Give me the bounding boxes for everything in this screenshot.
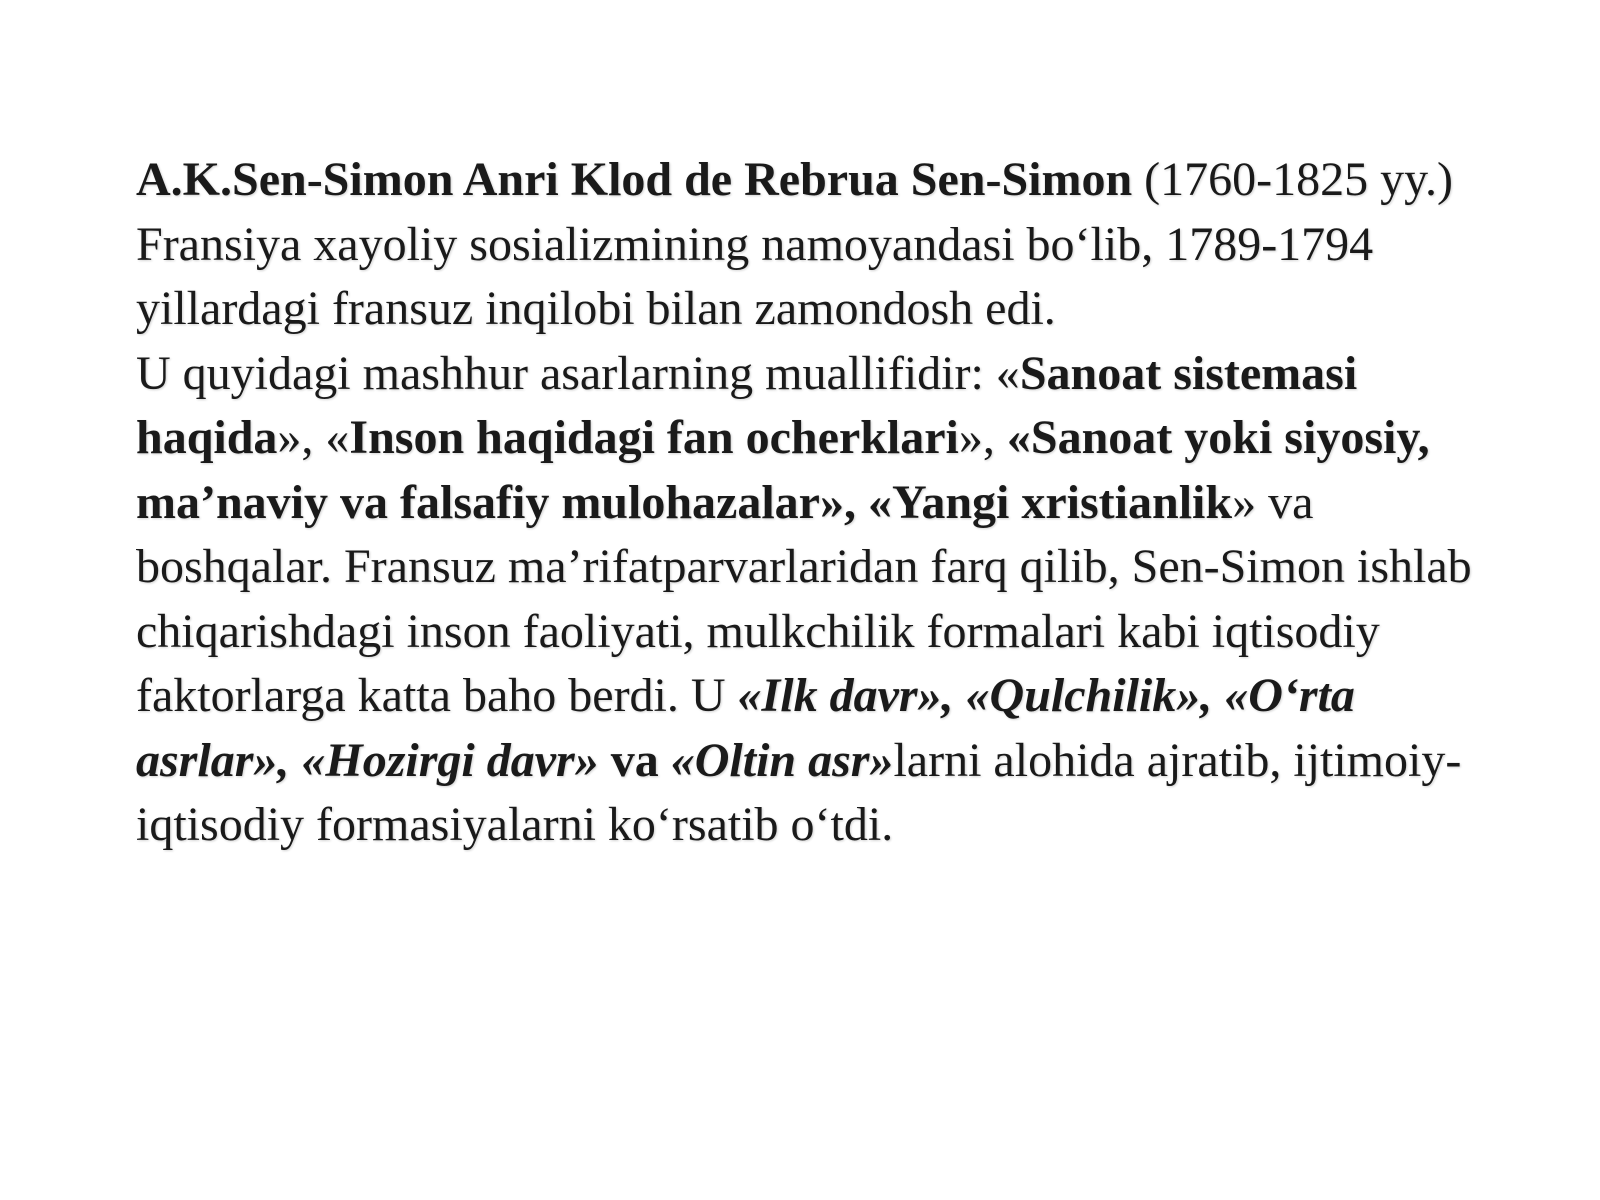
works-intro: U quyidagi mashhur asarlarning muallifidir: « [136,346,1020,400]
paragraph-1 [136,148,1476,342]
author-description: (1760-1825 yy.) Fransiya xayoliy sosializmining namoyandasi bo‘lib, 1789-1794 yillardagi fransuz inqilobi bilan zamondosh edi. [136,153,1454,335]
author-name: A.K.Sen-Simon Anri Klod de Rebrua Sen-Simon [136,153,1133,206]
text-block [136,148,1476,858]
era-1: «Ilk davr», [737,669,954,722]
works-separator-1: », « [277,411,350,464]
work-title-2: Inson haqidagi fan ocherklari [349,411,959,464]
work-title-3: «Sanoat yoki siyosiy, ma’naviy va falsafiy mulohazalar», «Yangi xristianlik [136,411,1430,529]
work-title-1: Sanoat sistemasi haqida [136,346,1358,464]
era-3: «Oltin asr» [670,733,894,787]
paragraph-2 [136,342,1476,858]
works-conclusion: » va boshqalar. Fransuz ma’rifatparvarlaridan farq qilib, Sen-Simon ishlab chiqarishdagi inson faoliyati, mulkchilik formalari kabi iqtisodiy faktorlarga katta baho berdi. U [136,475,1472,722]
paragraph-tail: larni alohida ajratib, ijtimoiy-iqtisodiy formasiyalarni ko‘rsatib o‘tdi. [136,733,1462,851]
era-2: «Qulchilik», «O‘rta asrlar», «Hozirgi davr» [136,669,1355,787]
era-conjunction: va [598,733,671,787]
works-separator-2: », [958,411,995,464]
